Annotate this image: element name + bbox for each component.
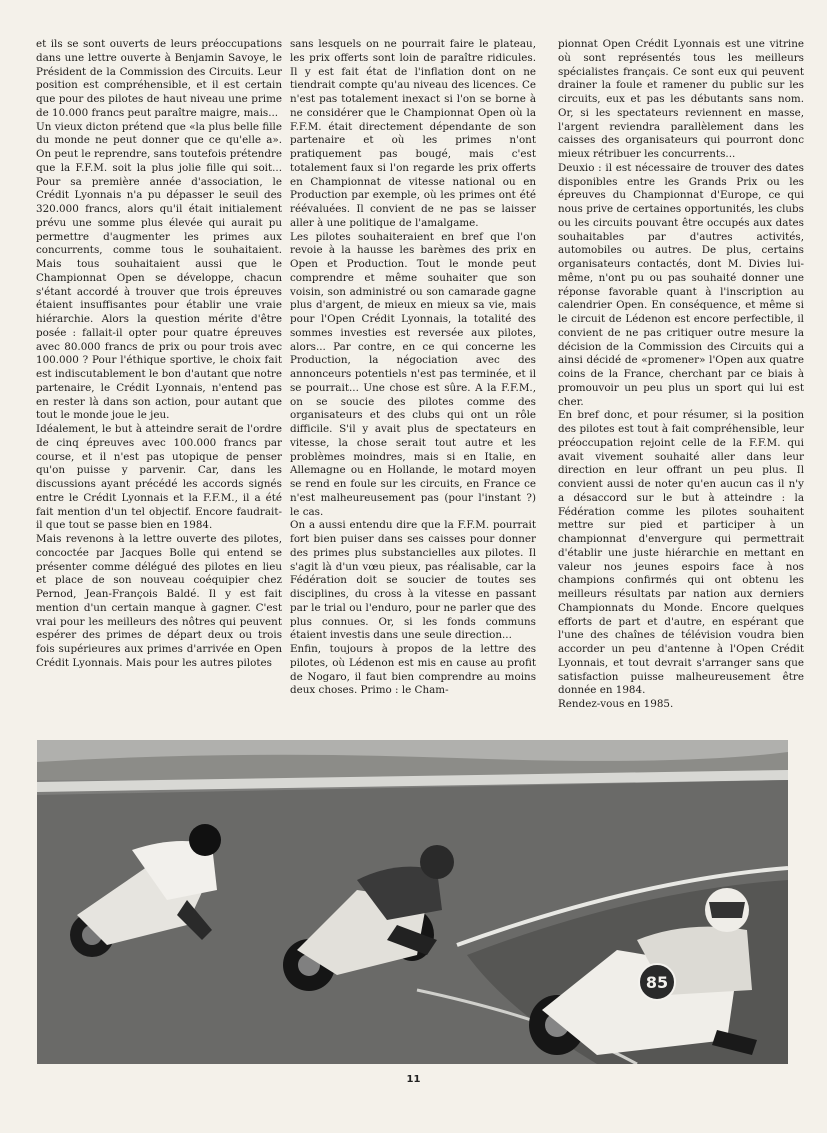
- motorcycle-race-photo: [37, 740, 788, 1064]
- paragraph: Rendez-vous en 1985.: [558, 698, 674, 710]
- article-column-3: [558, 38, 804, 712]
- paragraph: On a aussi entendu dire que la F.F.M. pourrait fort bien puiser dans ses caisses pour donner des primes plus substancielles aux pilotes. Il s'agit là d'un vœu pieux, pas réalisable, car la Fédération doit se soucier de toutes ses disciplines, du cross à la vitesse en passant par le trial ou l'enduro, pour ne parler que des plus connues. Or, si les fonds communs étaient investis dans une seule direction...: [290, 519, 536, 642]
- paragraph: Les pilotes souhaiteraient en bref que l'on revoie à la hausse les barèmes des prix en Open et Production. Tout le monde peut comprendre et même souhaiter que son voisin, son administré ou son camarade gagne plus d'argent, de mieux en mieux sa vie, mais pour l'Open Crédit Lyonnais, la totalité des sommes investies est reversée aux pilotes, alors... Par contre, en ce qui concerne les Production, la négociation avec des annonceurs potentiels n'est pas terminée, et il se pourrait... Une chose est sûre. A la F.F.M., on se soucie des pilotes comme des organisateurs et des clubs qui ont un rôle difficile. S'il y avait plus de spectateurs en vitesse, la chose serait tout autre et les problèmes moindres, mais si en Italie, en Allemagne ou en Hollande, le motard moyen se rend en foule sur les circuits, en France ce n'est malheureusement pas (pour l'instant ?) le cas.: [290, 230, 536, 518]
- paragraph: pionnat Open Crédit Lyonnais est une vitrine où sont représentés tous les meilleurs spécialistes français. Ce sont eux qui peuvent drainer la foule et ramener du public sur les circuits, eux et pas les débutants sans nom. Or, si les spectateurs reviennent en masse, l'argent reviendra parallèlement dans les caisses des organisateurs qui pourront donc mieux rétribuer les concurrents...: [558, 38, 804, 160]
- paragraph: Enfin, toujours à propos de la lettre des pilotes, où Lédenon est mis en cause au profit de Nogaro, il faut bien comprendre au moins deux choses. Primo : le Cham-: [290, 643, 536, 697]
- article-column-2: [290, 38, 536, 698]
- paragraph: Un vieux dicton prétend que «la plus belle fille du monde ne peut donner que ce qu'elle a». On peut le reprendre, sans toutefois prétendre que la F.F.M. soit la plus jolie fille qui soit... Pour sa première année d'association, le Crédit Lyonnais n'a pu dépasser le seuil des 320.000 francs, alors qu'il était initialement prévu une somme plus élevée qui aurait pu permettre d'augmenter les primes aux concurrents, comme tous le souhaitaient. Mais tous souhaitaient aussi que le Championnat Open se développe, chacun s'étant accordé à trouver que trois épreuves étaient insuffisantes pour établir une vraie hiérarchie. Alors la question mérite d'être posée : fallait-il opter pour quatre épreuves avec 80.000 francs de prix ou pour trois avec 100.000 ? Pour l'éthique sportive, le choix fait est indiscutablement le bon d'autant que notre partenaire, le Crédit Lyonnais, n'entend pas en rester là dans son action, pour autant que tout le monde joue le jeu.: [36, 120, 283, 422]
- paragraph: En bref donc, et pour résumer, si la position des pilotes est tout à fait compréhensible, leur préoccupation rejoint celle de la F.F.M. qui avait vivement souhaité aller dans leur direction en leur offrant un peu plus. Il convient aussi de noter qu'en aucun cas il n'y a désaccord sur le but à atteindre : la Fédération comme les pilotes souhaitent mettre sur pied et participer à un championnat d'envergure qui permettrait d'établir une juste hiérarchie en mettant en valeur nos jeunes espoirs face à nos champions confirmés qui ont obtenu les meilleurs résultats par nation aux derniers Championnats du Monde. Encore quelques efforts de part et d'autre, en espérant que l'une des chaînes de télévision voudra bien accorder un peu d'antenne à l'Open Crédit Lyonnais, et tout devrait s'arranger sans que satisfaction puisse malheureusement être donnée en 1984.: [558, 409, 804, 697]
- page-number: 11: [406, 1074, 421, 1085]
- paragraph: et ils se sont ouverts de leurs préoccupations dans une lettre ouverte à Benjamin Savoye, le Président de la Commission des Circuits. Leur position est compréhensible, et il est certain que pour des pilotes de haut niveau une prime de 10.000 francs peut paraître maigre, mais...: [36, 38, 282, 119]
- paragraph: Mais revenons à la lettre ouverte des pilotes, concoctée par Jacques Bolle qui entend se présenter comme délégué des pilotes en lieu et place de son nouveau coéquipier chez Pernod, Jean-François Baldé. Il y est fait mention d'un certain manque à gagner. C'est vrai pour les meilleurs des nôtres qui peuvent espérer des primes de départ deux ou trois fois supérieures aux primes d'arrivée en Open Crédit Lyonnais. Mais pour les autres pilotes: [36, 533, 282, 669]
- race-photo-illustration: [37, 740, 788, 1064]
- paragraph: Idéalement, le but à atteindre serait de l'ordre de cinq épreuves avec 100.000 francs par course, et il n'est pas utopique de penser qu'on puisse y parvenir. Car, dans les discussions ayant précédé les accords signés entre le Crédit Lyonnais et la F.F.M., il a été fait mention d'un tel objectif. Encore faudrait-il que tout se passe bien en 1984.: [36, 423, 282, 532]
- article-column-1: [36, 38, 282, 671]
- paragraph: sans lesquels on ne pourrait faire le plateau, les prix offerts sont loin de paraître ridicules. Il y est fait état de l'inflation dont on ne tiendrait compte qu'au niveau des licences. Ce n'est pas totalement inexact si l'on se borne à ne considérer que le Championnat Open où la F.F.M. était directement dépendante de son partenaire et où les primes n'ont pratiquement pas bougé, mais c'est totalement faux si l'on regarde les prix offerts en Championnat de vitesse national ou en Production par exemple, où les primes ont été réévaluées. Il convient de ne pas se laisser aller à une politique de l'amalgame.: [290, 38, 536, 229]
- bike-number: 85: [645, 973, 669, 992]
- paragraph: Deuxio : il est nécessaire de trouver des dates disponibles entre les Grands Prix ou les épreuves du Championnat d'Europe, ce qui nous prive de certaines opportunités, les clubs ou les circuits pouvant être occupés aux dates souhaitables par d'autres activités, automobiles ou autres. De plus, certains organisateurs contactés, dont M. Divies lui-même, n'ont pu ou pas souhaité donner une réponse favorable quant à l'inscription au calendrier Open. En conséquence, et même si le circuit de Lédenon est encore perfectible, il convient de ne pas critiquer outre mesure la décision de la Commission des Circuits qui a ainsi décidé de «promener» l'Open aux quatre coins de la France, cherchant par ce biais à promouvoir un peu plus un sport qui lui est cher.: [558, 161, 804, 408]
